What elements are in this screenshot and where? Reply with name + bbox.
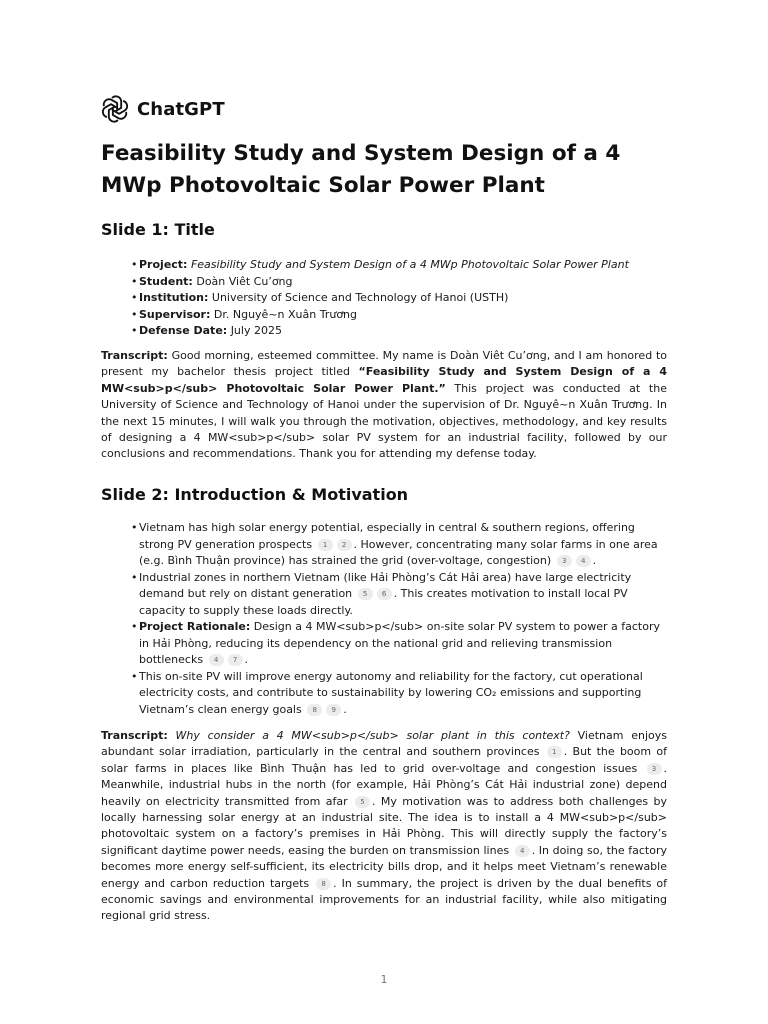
citation-badge[interactable]: 5 <box>358 588 373 600</box>
citation-badge[interactable]: 8 <box>307 704 322 716</box>
citation-badge[interactable]: 7 <box>228 654 243 666</box>
slide2-transcript <box>101 728 667 925</box>
slide2-heading: Slide 2: Introduction & Motivation <box>101 485 409 504</box>
transcript-text: . In summary, the project is driven by the dual benefits of economic savings and environmental improvements for an industrial facility, while also mitigating regional grid stress. <box>101 876 667 923</box>
transcript-label: Transcript: <box>101 349 168 362</box>
citation-badge[interactable]: 4 <box>209 654 224 666</box>
item-label: Supervisor: <box>139 307 211 321</box>
list-item <box>131 307 671 324</box>
item-label: Project: <box>139 258 188 271</box>
list-item <box>131 570 669 620</box>
item-label: Student: <box>139 274 193 288</box>
list-item <box>131 290 671 307</box>
slide1-transcript <box>101 348 667 463</box>
transcript-text: . But the boom of solar farms in places like Bình Thuận has led to grid over-voltage and congestion issues <box>101 745 667 775</box>
brand-name: ChatGPT <box>137 98 225 120</box>
item-label: Institution: <box>139 291 209 304</box>
transcript-text: This project was conducted at the University of Science and Technology of Hanoi under the supervision of Dr. Nguyê~n Xuân Trươ̛ng. In the next 15 minutes, I will walk you through the motivation, objectives, methodology, and key results of designing a 4 MW<sub>p</sub> solar PV system for an industrial facility, followed by our conclusions and recommendations. Thank you for attending my defense today. <box>101 381 667 461</box>
bullet-text: Vietnam has high solar energy potential, especially in central & southern regions, offering strong PV generation prospects <box>139 521 635 551</box>
item-value: Feasibility Study and System Design of a 4 MWp Photovoltaic Solar Power Plant <box>190 258 629 271</box>
citation-badge[interactable]: 3 <box>557 555 572 567</box>
brand-header <box>101 95 225 123</box>
transcript-text: Good morning, esteemed committee. My name is Doàn Viêt Cu’ơng, and I am honored to present my bachelor thesis project titled <box>101 349 667 379</box>
citation-badge[interactable]: 1 <box>318 539 333 551</box>
transcript-text: Vietnam enjoys abundant solar irradiation, particularly in the central and southern provinces <box>101 729 667 759</box>
citation-badge[interactable]: 6 <box>377 588 392 600</box>
transcript-text: . Meanwhile, industrial hubs in the north (for example, Hải Phòng’s Cát Hải industrial zone) depend heavily on electricity transmitted from afar <box>101 761 667 808</box>
list-item <box>131 274 671 291</box>
list-item <box>131 323 671 340</box>
slide1-details-list <box>131 257 671 340</box>
page-number: 1 <box>380 973 388 986</box>
citation-badge[interactable]: 4 <box>515 845 530 857</box>
bullet-text: . <box>244 653 249 666</box>
transcript-question: Why consider a 4 MW<sub>p</sub> solar plant in this context? <box>167 729 570 742</box>
citation-badge[interactable]: 8 <box>316 878 331 890</box>
citation-badge[interactable]: 4 <box>576 555 591 567</box>
citation-badge[interactable]: 2 <box>337 539 352 551</box>
bullet-text: . <box>343 702 347 716</box>
document-title: Feasibility Study and System Design of a 4 MWp Photovoltaic Solar Power Plant <box>101 141 621 198</box>
list-item <box>131 669 669 719</box>
bullet-text: . <box>592 554 597 567</box>
slide2-bullet-list <box>131 520 669 718</box>
citation-badge[interactable]: 3 <box>647 763 662 775</box>
citation-badge[interactable]: 1 <box>547 746 562 758</box>
citation-badge[interactable]: 9 <box>326 704 341 716</box>
bullet-label: Project Rationale: <box>139 620 251 633</box>
project-title-quote: “Feasibility Study and System Design of a 4 MW<sub>p</sub> Photovoltaic Solar Power Plant.” <box>101 365 667 395</box>
transcript-label: Transcript: <box>101 729 168 742</box>
item-label: Defense Date: <box>139 324 228 337</box>
list-item <box>131 257 671 274</box>
bullet-text: . This creates motivation to install local PV capacity to supply these loads directly. <box>139 587 628 617</box>
slide1-heading: Slide 1: Title <box>101 220 215 239</box>
list-item <box>131 619 669 669</box>
transcript-text: . My motivation was to address both challenges by locally harnessing solar energy at an industrial site. The idea is to install a 4 MW<sub>p</sub> photovoltaic system on a factory’s premises in Hải Phòng. This will directly supply the factory’s significant daytime power needs, easing the burden on transmission lines <box>101 794 667 857</box>
transcript-text: . In doing so, the factory becomes more energy self-sufficient, its electricity bills drop, and it helps meet Vietnam’s renewable energy and carbon reduction targets <box>101 843 667 890</box>
bullet-text: This on-site PV will improve energy autonomy and reliability for the factory, cut operational electricity costs, and contribute to sustainability by lowering CO₂ emissions and supporting Vietnam’s clean energy goals <box>139 669 643 716</box>
bullet-text: Design a 4 MW<sub>p</sub> on-site solar PV system to power a factory in Hải Phòng, reducing its dependency on the national grid and relieving transmission bottlenecks <box>139 620 660 666</box>
bullet-text: Industrial zones in northern Vietnam (like Hải Phòng’s Cát Hải area) have large electricity demand but rely on distant generation <box>139 570 632 600</box>
list-item <box>131 520 669 570</box>
citation-badge[interactable]: 5 <box>355 796 370 808</box>
bullet-text: . However, concentrating many solar farms in one area (e.g. Bình Thuận province) has strained the grid (over-voltage, congestion) <box>139 537 658 567</box>
item-value: University of Science and Technology of Hanoi (USTH) <box>211 291 509 304</box>
item-value: July 2025 <box>230 324 282 337</box>
openai-logo-icon <box>101 95 129 123</box>
item-value: Doàn Viêt Cu’ơng <box>196 274 293 288</box>
item-value: Dr. Nguyê~n Xuân Trươ̛ng <box>213 307 358 321</box>
